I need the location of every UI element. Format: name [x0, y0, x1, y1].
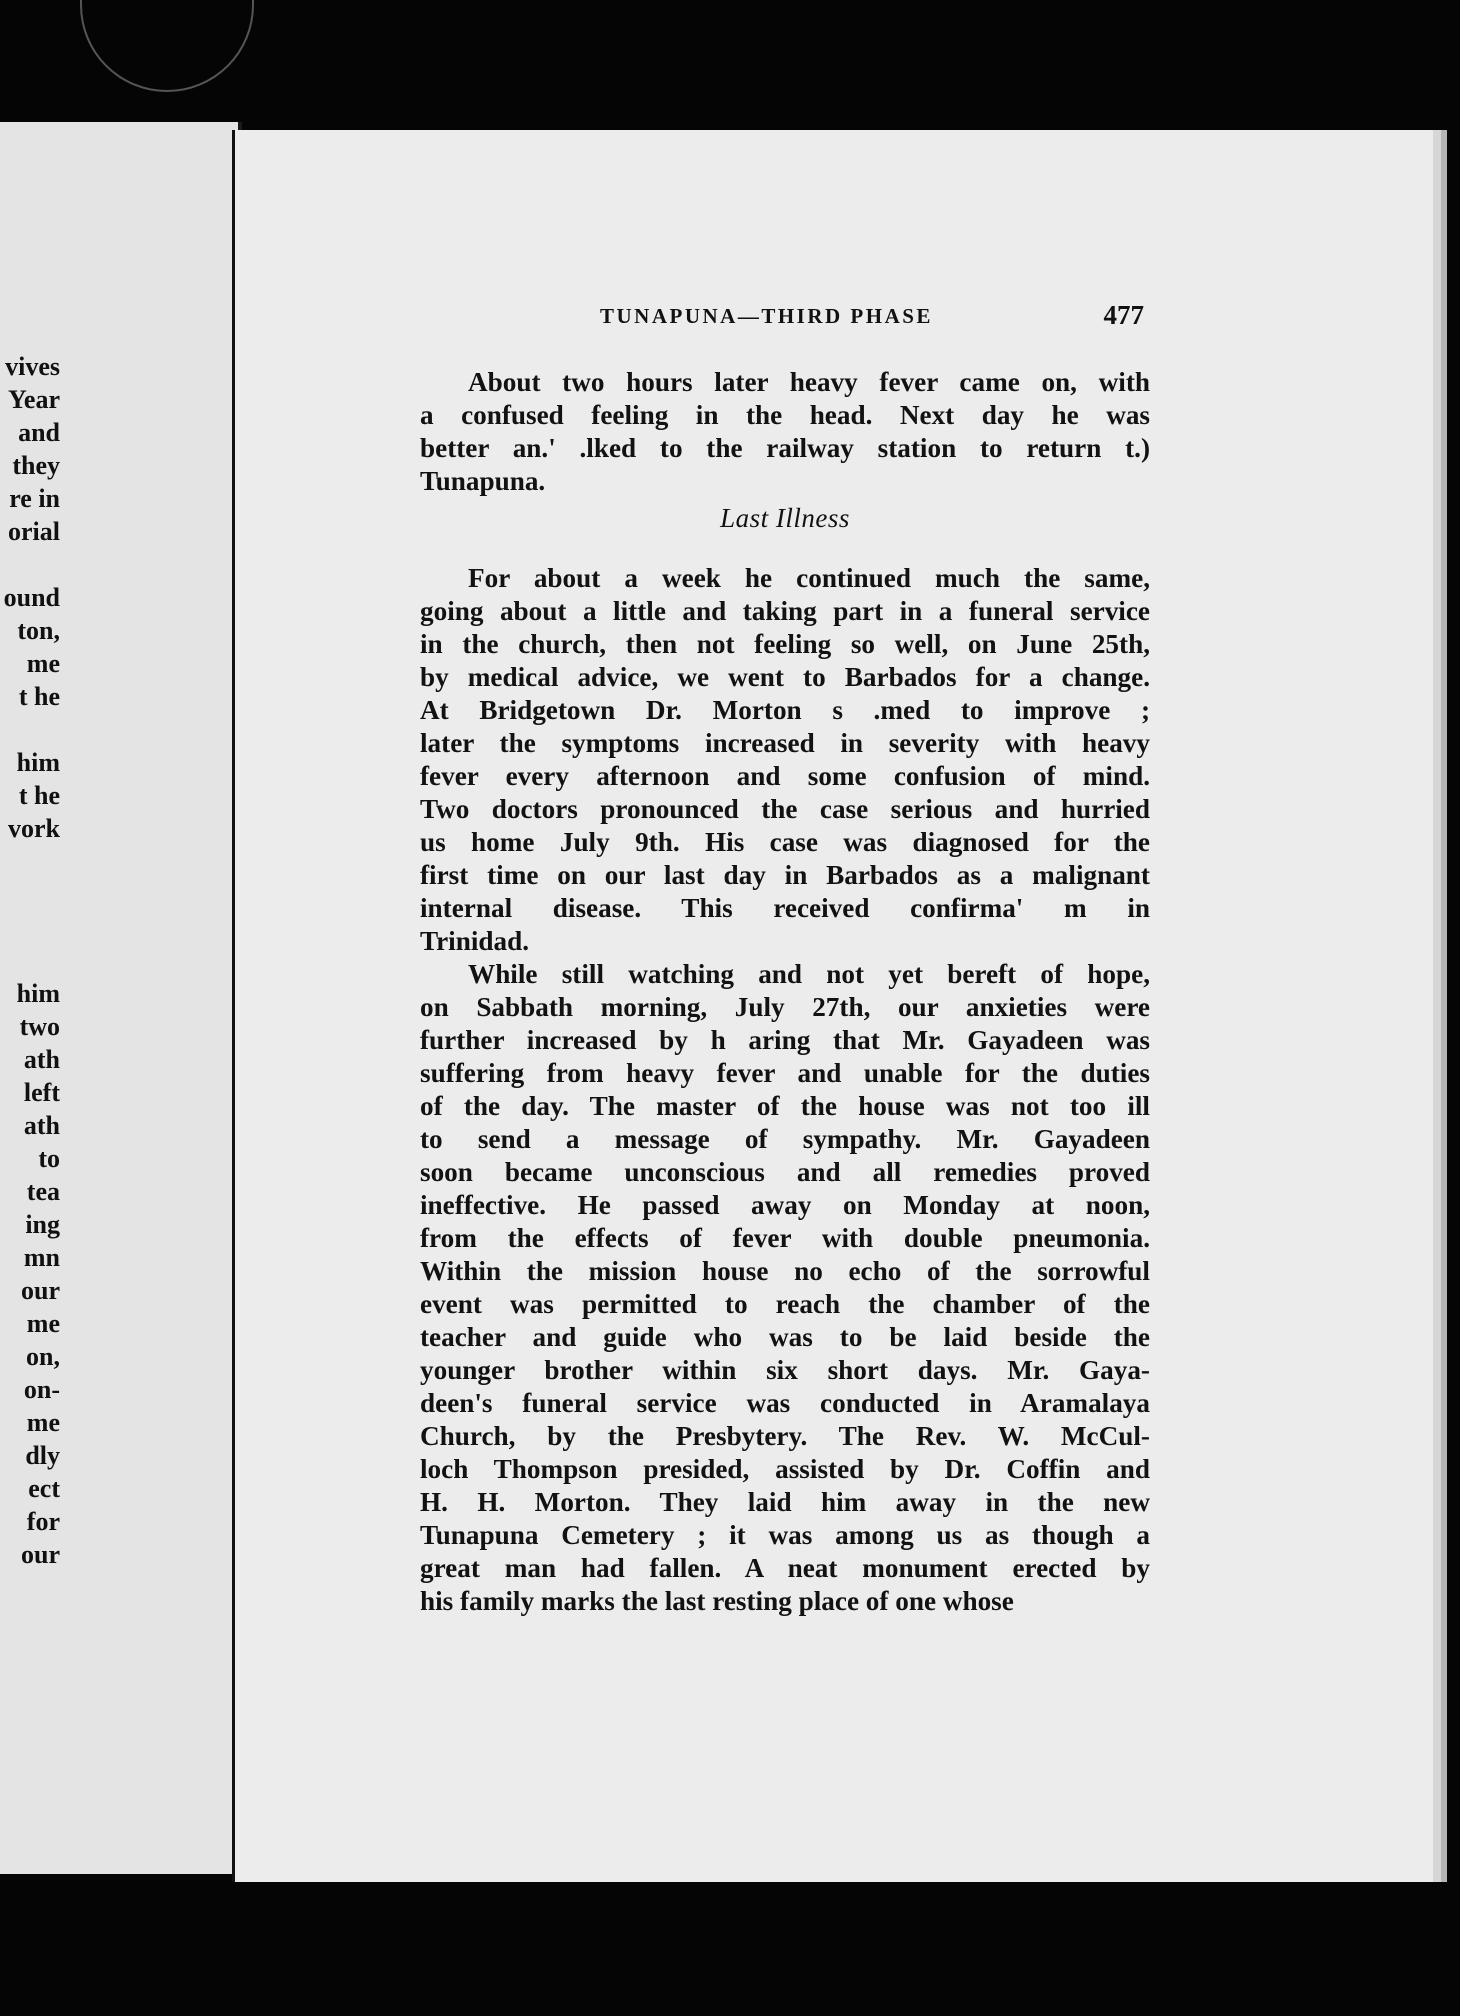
- left-fragment: vork: [8, 814, 60, 843]
- left-fragment: him: [16, 979, 60, 1008]
- text-line: teacher and guide who was to be laid beside the: [420, 1322, 1150, 1352]
- left-fragment: our: [21, 1276, 60, 1305]
- left-fragment: me: [26, 1408, 60, 1437]
- section-title: Last Illness: [720, 503, 850, 533]
- left-fragment: ing: [25, 1210, 60, 1239]
- left-fragment: ath: [23, 1111, 60, 1140]
- text-line: great man had fallen. A neat monument erected by: [420, 1553, 1150, 1583]
- text-line: later the symptoms increased in severity with heavy: [420, 728, 1150, 758]
- left-fragment: two: [19, 1012, 60, 1041]
- text-line: Trinidad.: [420, 926, 530, 956]
- left-fragment: ect: [28, 1474, 60, 1503]
- left-page-text-fragments: [4, 350, 60, 1571]
- text-line: For about a week he continued much the same,: [468, 563, 1150, 593]
- text-line: further increased by h aring that Mr. Gayadeen was: [420, 1025, 1150, 1055]
- left-fragment: tea: [26, 1177, 60, 1206]
- text-line: Tunapuna Cemetery ; it was among us as though a: [420, 1520, 1150, 1550]
- text-line: ineffective. He passed away on Monday at noon,: [420, 1190, 1150, 1220]
- text-line: loch Thompson presided, assisted by Dr. Coffin and: [420, 1454, 1150, 1484]
- left-fragment: [4, 845, 60, 878]
- left-fragment: left: [23, 1078, 60, 1107]
- left-fragment: t he: [18, 781, 60, 810]
- left-fragment: on-: [23, 1375, 60, 1404]
- left-fragment: [4, 878, 60, 911]
- left-fragment: vives: [5, 352, 60, 381]
- paragraph-gayadeen: [420, 958, 1150, 1618]
- text-line: younger brother within six short days. Mr. Gaya-: [420, 1355, 1150, 1385]
- text-line: Tunapuna.: [420, 466, 546, 496]
- left-fragment: to: [38, 1144, 60, 1173]
- left-fragment: and: [18, 418, 60, 447]
- text-line: better an.' .lked to the railway station to return t.): [420, 433, 1150, 463]
- left-fragment: [4, 548, 60, 581]
- paragraph-last-illness: [420, 562, 1150, 958]
- text-line: first time on our last day in Barbados as a malignant: [420, 860, 1150, 890]
- text-line: us home July 9th. His case was diagnosed for the: [420, 827, 1150, 857]
- left-fragment: t he: [18, 682, 60, 711]
- left-fragment: orial: [8, 517, 60, 546]
- text-line: suffering from heavy fever and unable for the duties: [420, 1058, 1150, 1088]
- left-fragment: Year: [8, 385, 60, 414]
- left-fragment: me: [26, 649, 60, 678]
- text-line: Within the mission house no echo of the sorrowful: [420, 1256, 1150, 1286]
- left-fragment: [4, 944, 60, 977]
- left-fragment: for: [26, 1507, 60, 1536]
- running-head: TUNAPUNA—THIRD PHASE: [600, 304, 933, 328]
- text-line: fever every afternoon and some confusion of mind.: [420, 761, 1150, 791]
- left-fragment: dly: [25, 1441, 60, 1470]
- paragraph-fever: [420, 366, 1150, 498]
- text-line: About two hours later heavy fever came on, with: [468, 367, 1150, 397]
- text-line: in the church, then not feeling so well, on June 25th,: [420, 629, 1150, 659]
- text-line: to send a message of sympathy. Mr. Gayadeen: [420, 1124, 1150, 1154]
- left-fragment: me: [26, 1309, 60, 1338]
- text-line: internal disease. This received confirma' m in: [420, 893, 1150, 923]
- text-line: of the day. The master of the house was not too ill: [420, 1091, 1150, 1121]
- left-fragment: [4, 713, 60, 746]
- text-line: soon became unconscious and all remedies proved: [420, 1157, 1150, 1187]
- text-line: from the effects of fever with double pneumonia.: [420, 1223, 1150, 1253]
- left-fragment: they: [12, 451, 60, 480]
- text-line: a confused feeling in the head. Next day he was: [420, 400, 1150, 430]
- text-line: H. H. Morton. They laid him away in the new: [420, 1487, 1150, 1517]
- text-line: event was permitted to reach the chamber of the: [420, 1289, 1150, 1319]
- text-line: While still watching and not yet bereft of hope,: [468, 959, 1150, 989]
- text-line: by medical advice, we went to Barbados for a change.: [420, 662, 1150, 692]
- left-fragment: ath: [23, 1045, 60, 1074]
- left-fragment: our: [21, 1540, 60, 1569]
- text-line: At Bridgetown Dr. Morton s .med to improve ;: [420, 695, 1150, 725]
- left-fragment: him: [16, 748, 60, 777]
- left-fragment: ton,: [17, 616, 60, 645]
- text-line: going about a little and taking part in a funeral service: [420, 596, 1150, 626]
- page-body: [420, 366, 1150, 1618]
- page-number: 477: [1103, 300, 1144, 330]
- text-line: deen's funeral service was conducted in Aramalaya: [420, 1388, 1150, 1418]
- left-fragment: ound: [3, 583, 60, 612]
- left-fragment: [4, 911, 60, 944]
- text-line: his family marks the last resting place of one whose: [420, 1586, 1014, 1616]
- left-page: [0, 122, 242, 1874]
- text-line: Church, by the Presbytery. The Rev. W. McCul-: [420, 1421, 1150, 1451]
- left-fragment: on,: [26, 1342, 60, 1371]
- left-fragment: mn: [23, 1243, 60, 1272]
- left-fragment: re in: [9, 484, 60, 513]
- scan-artifact-curve: [80, 0, 254, 92]
- text-line: on Sabbath morning, July 27th, our anxieties were: [420, 992, 1150, 1022]
- text-line: Two doctors pronounced the case serious and hurried: [420, 794, 1150, 824]
